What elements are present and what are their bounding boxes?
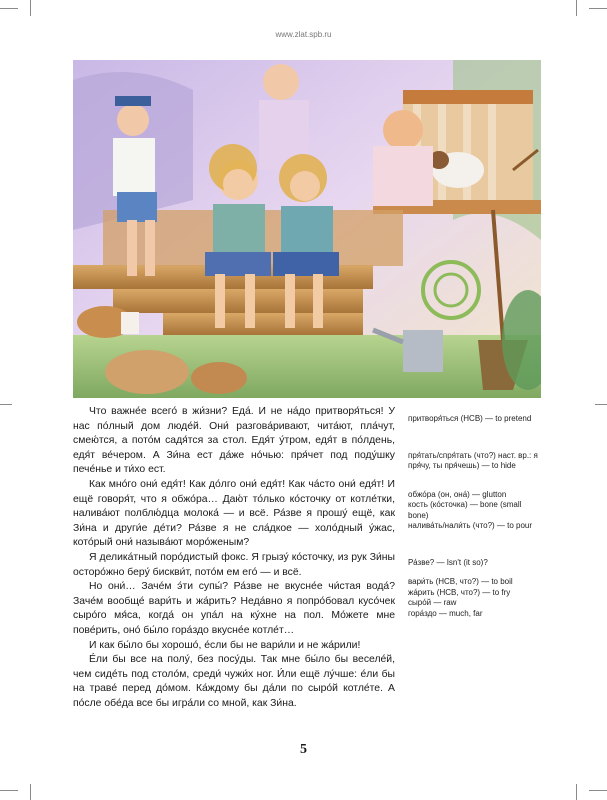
crop-mark (0, 790, 18, 791)
crop-mark (30, 784, 31, 800)
main-text (73, 405, 395, 711)
page-number: 5 (300, 742, 307, 757)
glossary-entry: гора́здо — much, far (408, 608, 483, 618)
glossary-entry: притворя́ться (НСВ) — to pretend (408, 414, 532, 423)
glossary-entry: жа́рить (НСВ, что?) — to fry (408, 587, 511, 597)
paragraph: Я делика́тный поро́дистый фокс. Я грызу́ ко́сточку, из рук Зи́ны осторо́жно беру́ бискви́т, пото́м ем его́ — и всё. (73, 551, 395, 578)
paragraph: И как бы́ло бы хорошо́, е́сли бы не вари́ли и не жа́рили! (89, 639, 361, 651)
crop-mark (595, 404, 607, 405)
crop-mark (30, 0, 31, 16)
crop-mark (0, 404, 12, 405)
paragraph: Что важне́е всего́ в жи́зни? Еда́. И не на́до притворя́ться! У нас по́лный дом люде́й. Они́ разгова́ривают, чита́ют, пла́чут, смею́тся, а пото́м садя́тся за стол. Едя́т у́тром, едя́т в по́лдень, едя́т ве́чером. А Зи́на ест да́же но́чью: пря́чет под поду́шку пече́нье и ти́хо ест. (73, 406, 395, 476)
site-url: www.zlat.spb.ru (275, 30, 332, 39)
paragraph: Как мно́го они́ едя́т! Как до́лго они́ едя́т! Как ча́сто они́ едя́т! И ещё говоря́т, что я обжо́ра… Даю́т то́лько ко́сточку от котле́тки, налива́ют полблю́дца молока́ — и всё. Ра́зве я прошу́ ещё, как Зи́на и други́е де́ти? Ра́зве я не сла́дкое — холо́дный у́жас, кото́рый они́ называ́ют моро́женым? (73, 478, 395, 549)
glossary-entry: кость (ко́сточка) — bone (small bone) (408, 500, 522, 520)
crop-mark (589, 790, 607, 791)
glossary-entry: Ра́зве? — Isn't (it so)? (408, 557, 488, 567)
glossary-entry: пря́тать/спря́тать (что?) наст. вр.: я пря́чу, ты пря́чешь) — to hide (408, 450, 538, 470)
crop-mark (0, 8, 18, 9)
children-on-steps-illustration (73, 60, 541, 398)
glossary-entry: обжо́ра (он, она́) — glutton (408, 489, 507, 499)
paragraph: Е́ли бы все на полу́, без посу́ды. Так мне бы́ло бы веселе́й, чем сиде́ть под столо́м, среди́ чужи́х ног. И́ли ещё лу́чше: е́ли бы на траве́ перед до́мом. Ка́ждому бы да́ли по сыро́й котле́те. А по́сле обе́да все бы игра́ли со мной, как Зи́на. (73, 654, 395, 709)
illustration (73, 60, 541, 398)
paragraph: Но они́… Заче́м э́ти супы́? Ра́зве не вкусне́е чи́стая вода́? Заче́м вообще́ вари́ть и жа́рить? Неда́вно я попро́бовал кусо́чек сыро́го мя́са, когда́ он упа́л на ку́хне на пол. Мо́жете мне пове́рить, оно́ бы́ло гора́здо вкусне́е котле́т… (73, 581, 395, 636)
glossary (408, 414, 544, 619)
crop-mark (576, 0, 577, 16)
crop-mark (589, 8, 607, 9)
glossary-entry: налива́ть/нали́ть (что?) — to pour (408, 521, 533, 530)
glossary-entry: вари́ть (НСВ, что?) — to boil (408, 577, 513, 586)
glossary-entry: сыро́й — raw (408, 598, 457, 607)
crop-mark (576, 784, 577, 800)
